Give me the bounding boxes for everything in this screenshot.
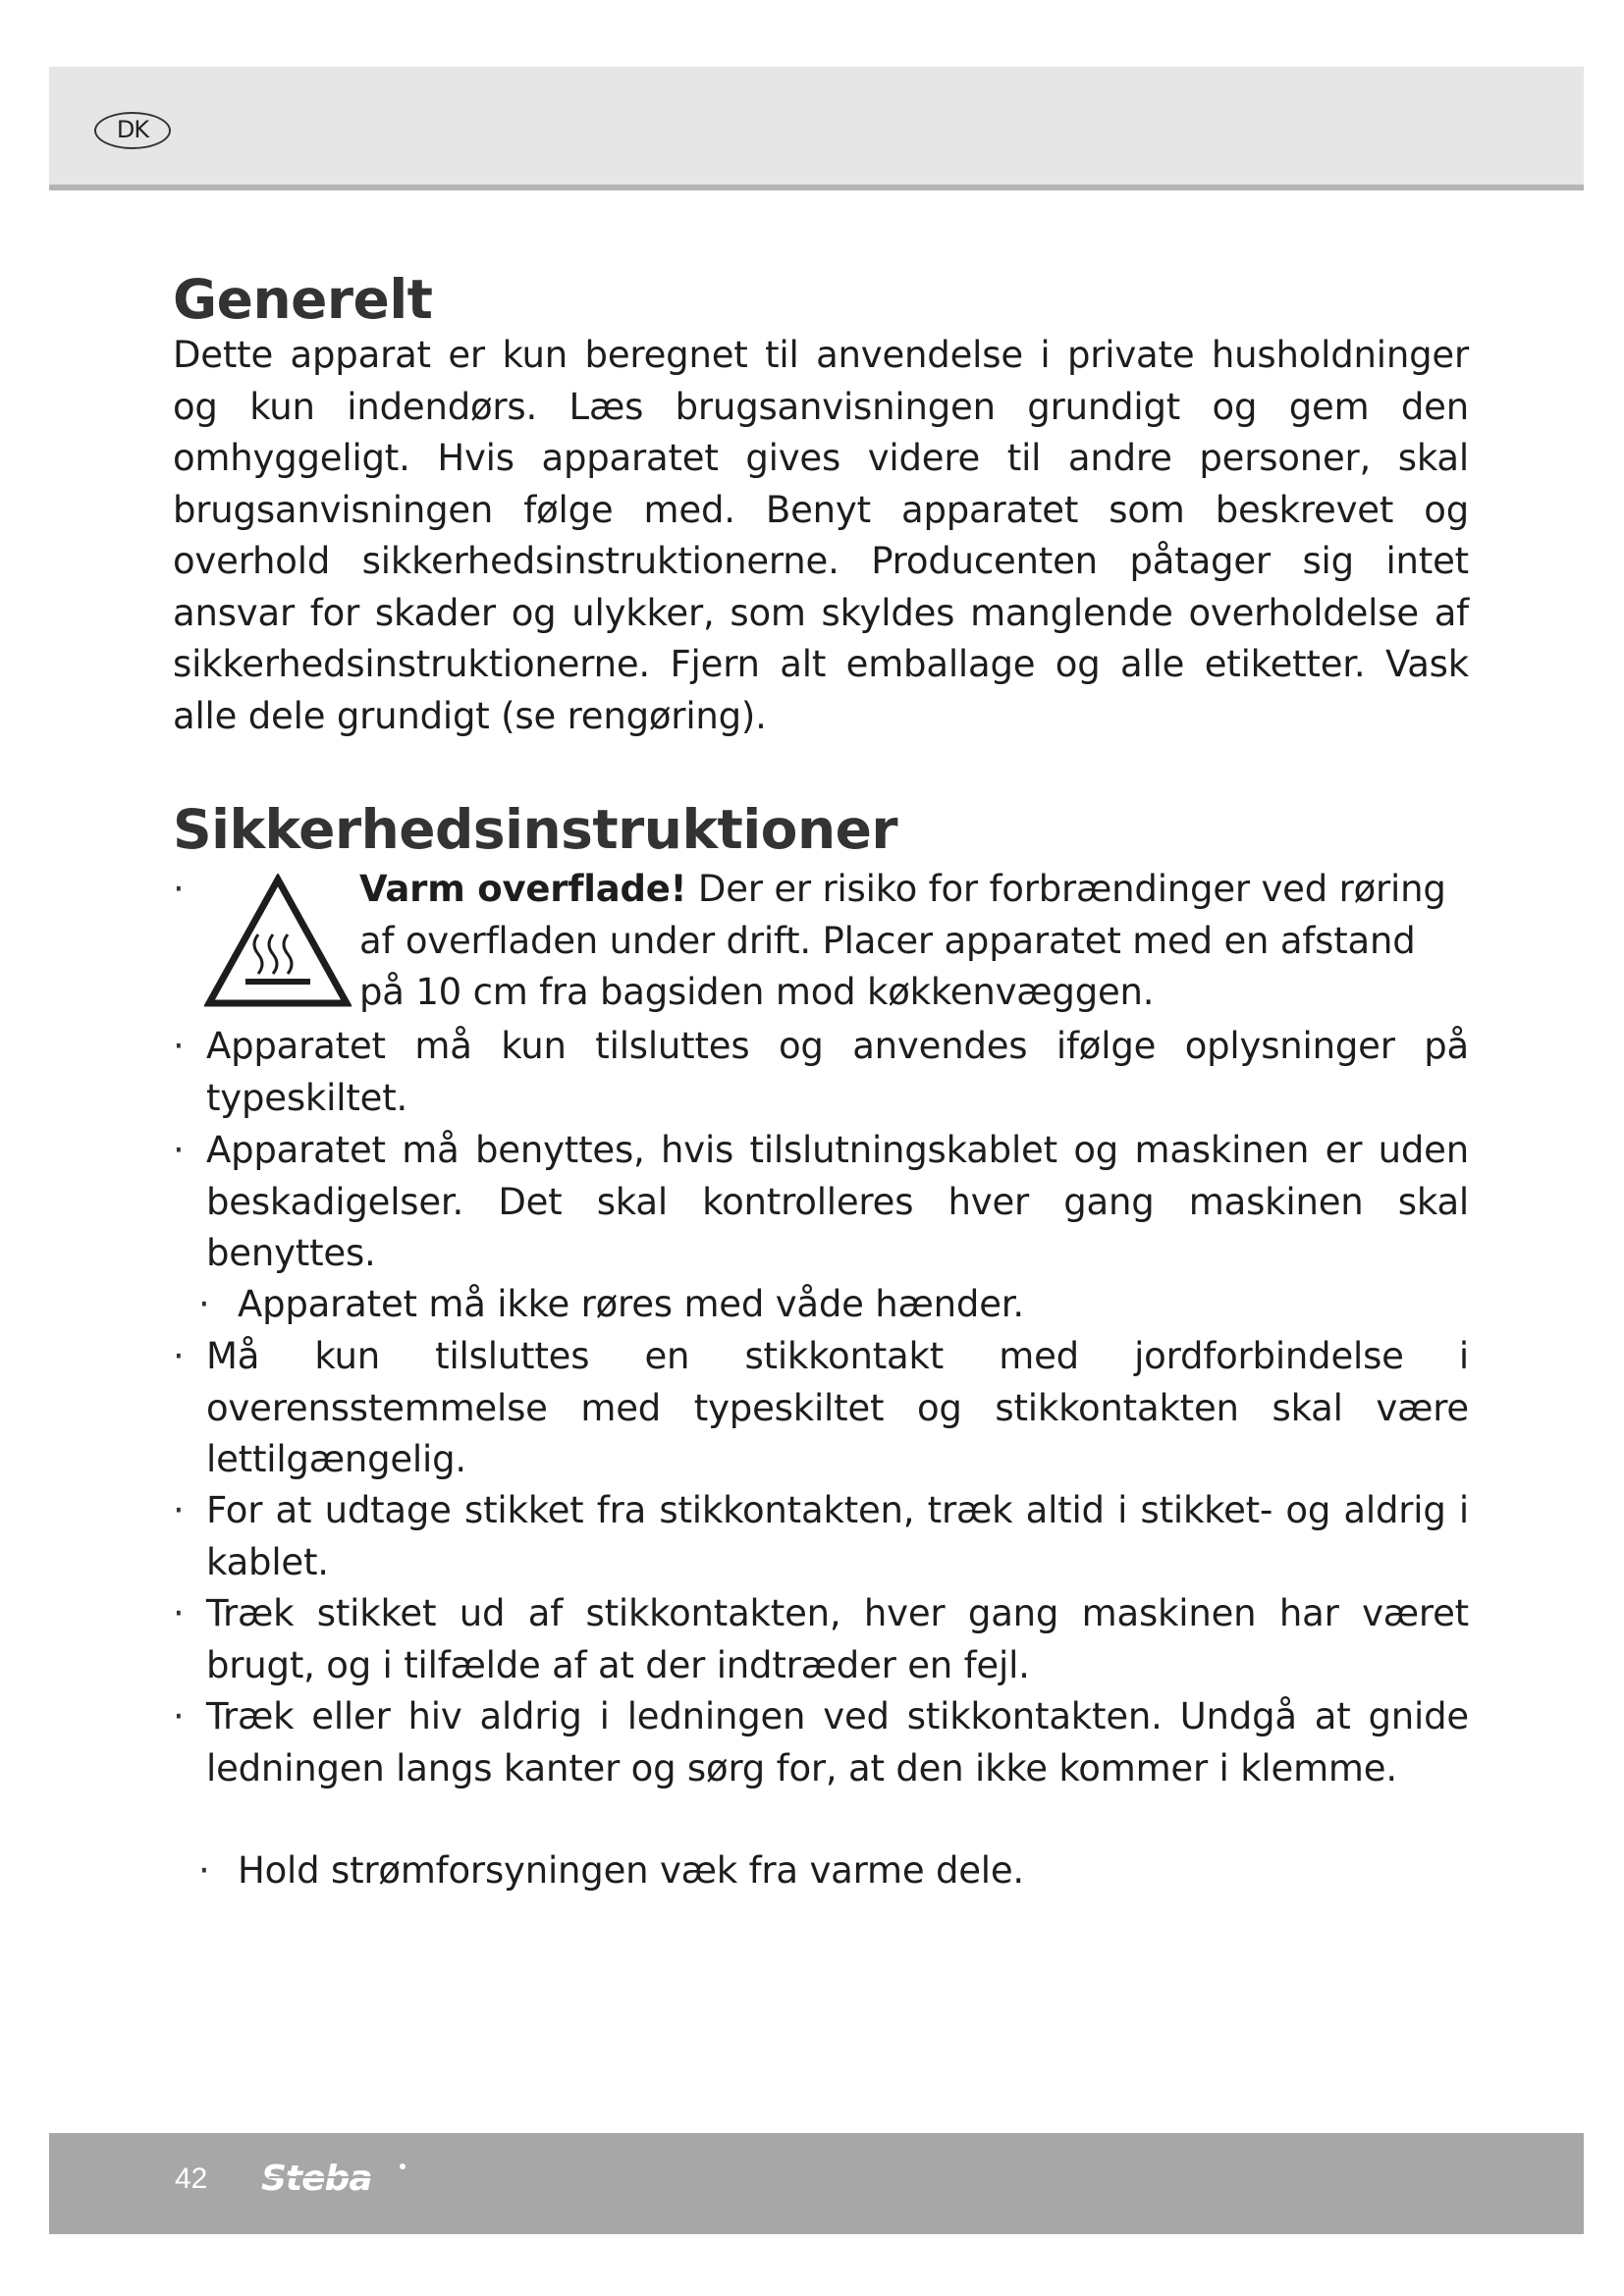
hot-surface-warning [173, 864, 1489, 1021]
warning-description: Der er risiko for forbrændinger ved røring af overfladen under drift. Placer apparatet med en afstand på 10 cm fra bagsiden mod køkkenvæggen. [359, 868, 1446, 1013]
brand-wordmark: Steba [261, 2159, 372, 2199]
list-item-text: Apparatet må ikke røres med våde hænder. [238, 1283, 1024, 1325]
list-item-text: Apparatet må kun tilsluttes og anvendes ifølge oplysninger på typeskiltet. [206, 1025, 1469, 1119]
list-item-text: For at udtage stikket fra stikkontakten, træk altid i stikket- og aldrig i kablet. [206, 1489, 1469, 1583]
bullet: · [173, 868, 185, 910]
bullet: · [173, 1335, 185, 1377]
warning-label: Varm overflade! [359, 868, 687, 910]
bullet: · [198, 1849, 210, 1892]
bullet: · [198, 1283, 210, 1325]
section-title-sikkerhed: Sikkerhedsinstruktioner [173, 798, 898, 861]
bullet: · [173, 1592, 185, 1634]
warning-text [359, 864, 1469, 1019]
steba-logo [255, 2151, 422, 2210]
generelt-paragraph: Dette apparat er kun beregnet til anvendelse i private husholdninger og kun indendørs. Læs brugsanvisningen grundigt og gem den omhyggeligt. Hvis apparatet gives videre til andre personer, skal brugsanvisningen følge med. Benyt apparatet som beskrevet og overhold sikkerhedsinstruktionerne. Producenten påtager sig intet ansvar for skader og ulykker, som skyldes manglende overholdelse af sikkerhedsinstruktionerne. Fjern alt emballage og alle etiketter. Vask alle dele grundigt (se rengøring). [173, 334, 1469, 737]
bullet: · [173, 1025, 185, 1067]
bullet: · [173, 1489, 185, 1531]
page-header [49, 67, 1584, 190]
list-item-text: Apparatet må benyttes, hvis tilslutningskablet og maskinen er uden beskadigelser. Det skal kontrolleres hver gang maskinen skal benyttes. [206, 1129, 1469, 1274]
bullet: · [173, 1129, 185, 1171]
page-footer [49, 2133, 1584, 2234]
section-title-generelt: Generelt [173, 268, 433, 331]
list-item-text: Må kun tilsluttes en stikkontakt med jordforbindelse i overensstemmelse med typeskiltet og stikkontakten skal være lettilgængelig. [206, 1335, 1469, 1480]
list-item-text: Træk eller hiv aldrig i ledningen ved stikkontakten. Undgå at gnide ledningen langs kanter og sørg for, at den ikke kommer i klemme. [206, 1695, 1469, 1789]
page-number: 42 [175, 2163, 208, 2195]
list-item-text: Træk stikket ud af stikkontakten, hver gang maskinen har været brugt, og i tilfælde af at der indtræder en fejl. [206, 1592, 1469, 1686]
language-badge: DK [94, 112, 171, 149]
hot-surface-warning-icon [204, 874, 352, 1009]
list-item-text: Hold strømforsyningen væk fra varme dele. [238, 1849, 1024, 1892]
bullet: · [173, 1695, 185, 1737]
